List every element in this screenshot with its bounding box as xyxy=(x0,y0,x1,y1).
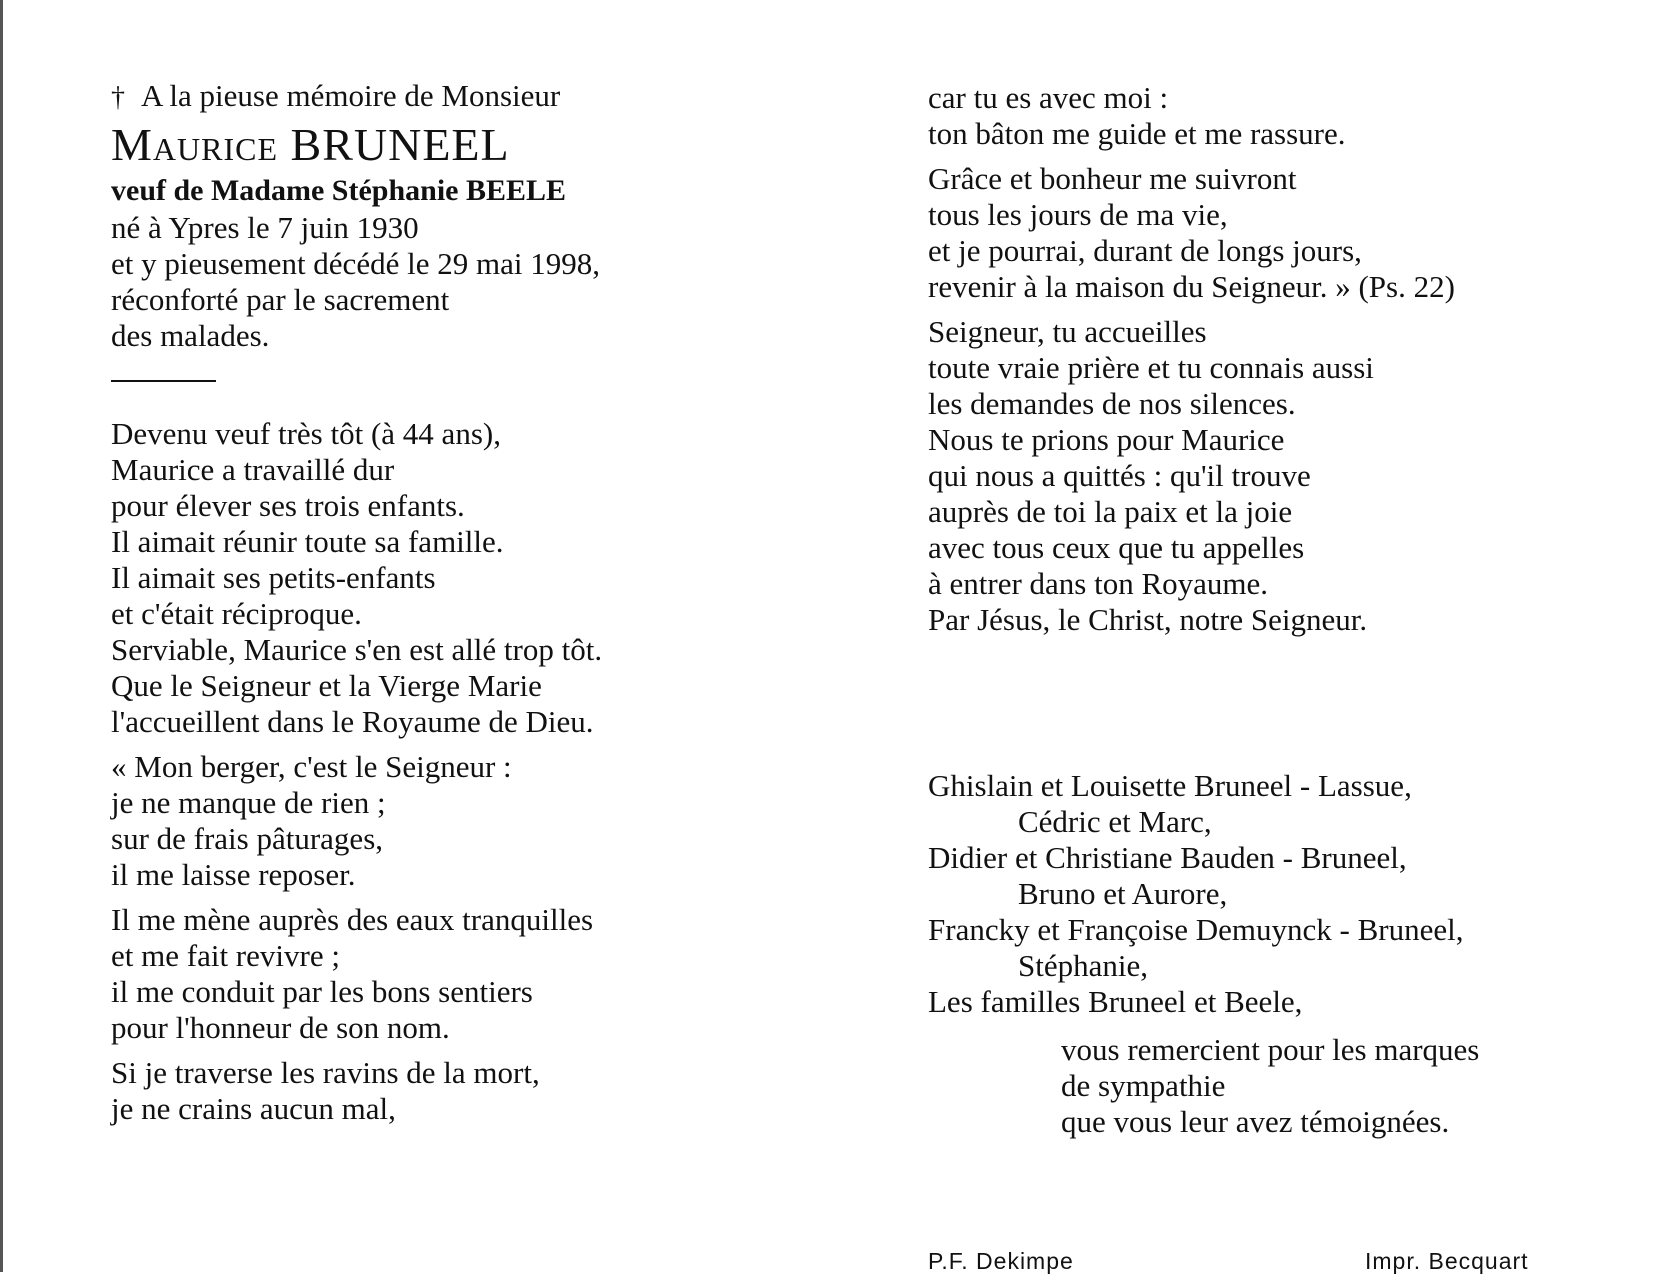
prayer-text xyxy=(928,314,1648,638)
psalm-line: et me fait revivre ; xyxy=(111,938,340,973)
psalm-line: tous les jours de ma vie, xyxy=(928,197,1228,232)
printer-credit: Impr. Becquart xyxy=(1365,1248,1529,1274)
prayer-line: Seigneur, tu accueilles xyxy=(928,314,1207,349)
deceased-name xyxy=(111,118,731,172)
psalm-line: car tu es avec moi : xyxy=(928,80,1169,115)
psalm-line: « Mon berger, c'est le Seigneur : xyxy=(111,749,512,784)
prayer-line: auprès de toi la paix et la joie xyxy=(928,494,1293,529)
prayer-line: Nous te prions pour Maurice xyxy=(928,422,1285,457)
family-children: Stéphanie, xyxy=(1018,948,1148,983)
last-name: BRUNEEL xyxy=(290,119,510,170)
thanks-line: que vous leur avez témoignées. xyxy=(1061,1104,1450,1139)
psalm-line: revenir à la maison du Seigneur. » (Ps. 22) xyxy=(928,269,1455,304)
family-names: Didier et Christiane Bauden - Bruneel, xyxy=(928,840,1407,875)
first-name: Maurice xyxy=(111,119,279,170)
birth-death-details xyxy=(111,210,731,354)
tribute-line: Il aimait ses petits-enfants xyxy=(111,560,436,595)
tribute-line: l'accueillent dans le Royaume de Dieu. xyxy=(111,704,594,739)
thanks-line: vous remercient pour les marques xyxy=(1061,1032,1480,1067)
detail-line: et y pieusement décédé le 29 mai 1998, xyxy=(111,246,600,281)
psalm-line: il me laisse reposer. xyxy=(111,857,356,892)
psalm-line: ton bâton me guide et me rassure. xyxy=(928,116,1346,151)
psalm-line: Grâce et bonheur me suivront xyxy=(928,161,1297,196)
detail-line: réconforté par le sacrement xyxy=(111,282,450,317)
left-column xyxy=(111,78,731,1127)
tribute-text xyxy=(111,416,731,740)
tribute-line: Maurice a travaillé dur xyxy=(111,452,395,487)
tribute-line: pour élever ses trois enfants. xyxy=(111,488,465,523)
tribute-line: Devenu veuf très tôt (à 44 ans), xyxy=(111,416,501,451)
memorial-intro: † A la pieuse mémoire de Monsieur xyxy=(111,78,731,116)
family-names: Les familles Bruneel et Beele, xyxy=(928,984,1303,1019)
right-column xyxy=(928,80,1648,1140)
family-children: Bruno et Aurore, xyxy=(1018,876,1228,911)
prayer-line: qui nous a quittés : qu'il trouve xyxy=(928,458,1311,493)
tribute-line: Serviable, Maurice s'en est allé trop tôt. xyxy=(111,632,603,667)
psalm-line: je ne crains aucun mal, xyxy=(111,1091,396,1126)
psalm-line: je ne manque de rien ; xyxy=(111,785,386,820)
prayer-line: toute vraie prière et tu connais aussi xyxy=(928,350,1374,385)
prayer-line: à entrer dans ton Royaume. xyxy=(928,566,1269,601)
thanks-line: de sympathie xyxy=(1061,1068,1226,1103)
tribute-line: Il aimait réunir toute sa famille. xyxy=(111,524,504,559)
psalm-line: Si je traverse les ravins de la mort, xyxy=(111,1055,540,1090)
psalm-line: pour l'honneur de son nom. xyxy=(111,1010,450,1045)
detail-line: né à Ypres le 7 juin 1930 xyxy=(111,210,419,245)
psalm-stanza xyxy=(111,902,731,1046)
prayer-line: Par Jésus, le Christ, notre Seigneur. xyxy=(928,602,1368,637)
psalm-stanza xyxy=(928,80,1648,152)
detail-line: des malades. xyxy=(111,318,270,353)
funeral-director: P.F. Dekimpe xyxy=(928,1248,1074,1274)
prayer-line: avec tous ceux que tu appelles xyxy=(928,530,1305,565)
psalm-line: Il me mène auprès des eaux tranquilles xyxy=(111,902,594,937)
tribute-line: Que le Seigneur et la Vierge Marie xyxy=(111,668,542,703)
psalm-line: il me conduit par les bons sentiers xyxy=(111,974,533,1009)
psalm-stanza xyxy=(928,161,1648,305)
latin-cross-icon: † xyxy=(111,82,125,113)
thanks-text xyxy=(928,1032,1648,1140)
divider-rule xyxy=(111,380,216,382)
family-list xyxy=(928,768,1648,1020)
psalm-line: sur de frais pâturages, xyxy=(111,821,384,856)
psalm-stanza xyxy=(111,1055,731,1127)
psalm-line: et je pourrai, durant de longs jours, xyxy=(928,233,1362,268)
psalm-stanza xyxy=(111,749,731,893)
family-names: Francky et Françoise Demuynck - Bruneel, xyxy=(928,912,1464,947)
tribute-line: et c'était réciproque. xyxy=(111,596,362,631)
family-names: Ghislain et Louisette Bruneel - Lassue, xyxy=(928,768,1412,803)
family-children: Cédric et Marc, xyxy=(1018,804,1212,839)
card-left-border xyxy=(0,0,3,1272)
prayer-line: les demandes de nos silences. xyxy=(928,386,1296,421)
widow-line: veuf de Madame Stéphanie BEELE xyxy=(111,174,567,207)
